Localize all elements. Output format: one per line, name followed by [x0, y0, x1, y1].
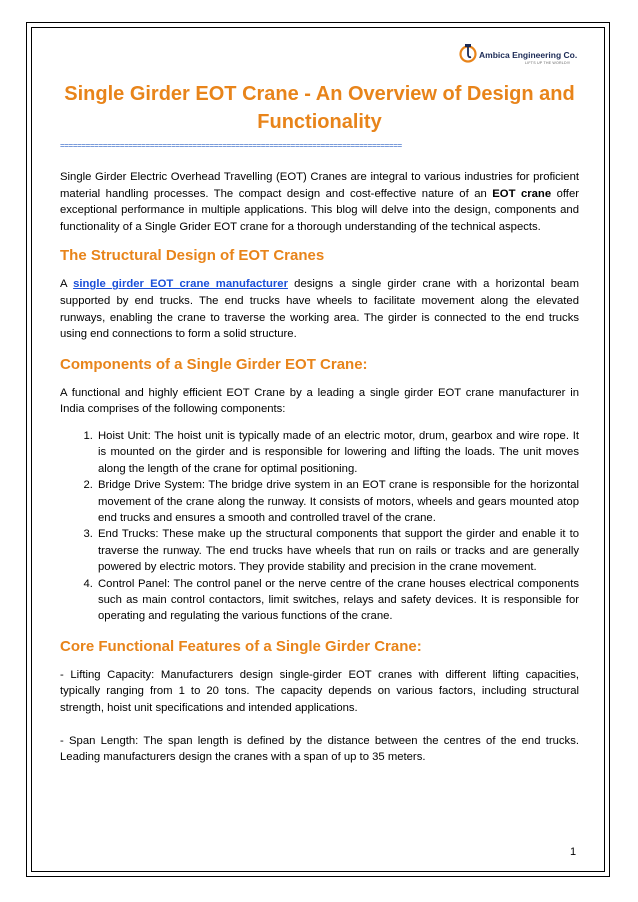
manufacturer-link[interactable]: single girder EOT crane manufacturer	[73, 278, 288, 291]
list-item: 4. Control Panel: The control panel or the nerve centre of the crane houses electrical components such as main control contactors, limit switches, relays and safety devices. It is responsible for operating and regulating the various functions of the crane.	[96, 576, 579, 625]
components-heading: Components of a Single Girder EOT Crane:	[60, 355, 368, 373]
lifting-capacity-paragraph: - Lifting Capacity: Manufacturers design single-girder EOT cranes with different lifting capacities, typically ranging from 1 to 20 tons. The capacity depends on various factors, including structural strength, hoist unit specifications and intended applications.	[60, 668, 579, 714]
core-features-heading: Core Functional Features of a Single Girder Crane:	[60, 637, 422, 655]
page-title: Single Girder EOT Crane - An Overview of Design and Functionality	[64, 83, 575, 133]
list-item: 3. End Trucks: These make up the structural components that support the girder and enable it to traverse the runway. The end trucks have wheels that run on rails or tracks and are generally powered by electric motors. They provide stability and precision in the crane movement.	[96, 526, 579, 575]
page-number: 1	[570, 846, 577, 858]
components-intro: A functional and highly efficient EOT Crane by a leading a single girder EOT crane manufacturer in India comprises of the following components:	[60, 386, 579, 416]
logo-name: Ambica Engineering Co.	[479, 50, 578, 60]
intro-paragraph: Single Girder Electric Overhead Travelling (EOT) Cranes are integral to various industries for proficient material handling processes. The compact design and cost-effective nature of an EOT crane offer exceptional performance in multiple applications. This blog will delve into the design, components and functionality of a Single Grider EOT crane for a thorough understanding of the technical aspects.	[60, 171, 579, 233]
document-content	[60, 38, 579, 766]
title-divider: ================================================================================	[60, 141, 402, 150]
structural-heading: The Structural Design of EOT Cranes	[60, 247, 325, 265]
crane-hook-icon	[459, 44, 477, 64]
list-item: 2. Bridge Drive System: The bridge drive system in an EOT crane is responsible for the horizontal movement of the crane along the runway. It consists of motors, wheels and gears mounted atop end trucks and ensures a smooth and controlled travel of the crane.	[96, 477, 579, 526]
span-length-paragraph: - Span Length: The span length is defined by the distance between the centres of the end trucks. Leading manufacturers design the cranes with a span of up to 35 meters.	[60, 734, 579, 764]
logo-tagline: LIFTS UP THE WORLD!!!	[525, 61, 571, 65]
list-item: 1. Hoist Unit: The hoist unit is typically made of an electric motor, drum, gearbox and wire rope. It is mounted on the girder and is responsible for lowering and lifting the loads. The unit moves along the length of the crane for optimal positioning.	[96, 428, 579, 477]
intro-bold-term: EOT crane	[492, 187, 552, 200]
structural-paragraph: A single girder EOT crane manufacturer designs a single girder crane with a horizontal beam supported by end trucks. The end trucks have wheels to facilitate movement along the elevated runways, enabling the crane to traverse the working area. The girder is connected to the end trucks using end connections to form a solid structure.	[60, 278, 580, 341]
components-list	[60, 428, 579, 625]
company-logo	[459, 38, 579, 74]
